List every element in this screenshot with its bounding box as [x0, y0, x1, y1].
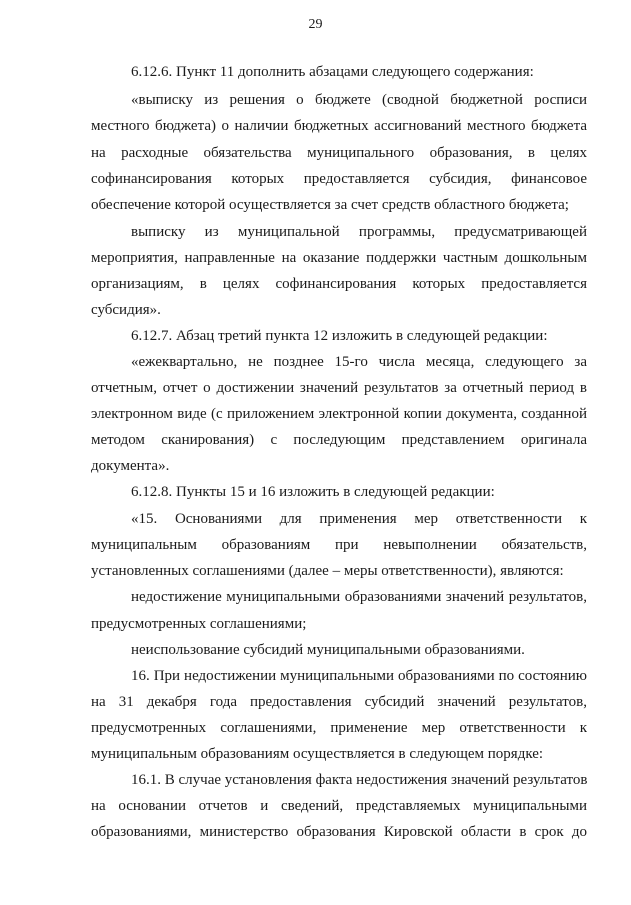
- text-line: 6.12.8. Пункты 15 и 16 изложить в следующей редакции:: [131, 484, 495, 500]
- page-number: 29: [308, 17, 323, 32]
- text-line: выписку из муниципальной программы, предусматривающей: [131, 224, 587, 240]
- text-line: на расходные обязательства муниципального образования, в целях: [91, 145, 587, 161]
- text-line: субсидия».: [91, 302, 161, 318]
- text-line: 16. При недостижении муниципальными образованиями по состоянию: [131, 668, 587, 684]
- text-line: установленных соглашениями (далее – меры ответственности), являются:: [91, 563, 564, 579]
- text-line: отчетным, отчет о достижении значений результатов за отчетный период в: [91, 380, 587, 396]
- text-line: неиспользование субсидий муниципальными образованиями.: [131, 642, 525, 658]
- text-line: недостижение муниципальными образованиями значений результатов,: [131, 589, 587, 605]
- text-line: софинансирования которых предоставляется субсидия, финансовое: [91, 171, 587, 187]
- text-line: предусмотренных соглашениями, применение мер ответственности к: [91, 720, 587, 736]
- text-line: электронном виде (с приложением электронной копии документа, созданной: [91, 406, 587, 422]
- text-line: образованиями, министерство образования Кировской области в срок до: [91, 824, 587, 840]
- text-line: документа».: [91, 458, 170, 474]
- text-line: местного бюджета) о наличии бюджетных ассигнований местного бюджета: [91, 118, 587, 134]
- text-line: обеспечение которой осуществляется за счет средств областного бюджета;: [91, 197, 569, 213]
- text-line: «ежеквартально, не позднее 15-го числа месяца, следующего за: [131, 354, 587, 370]
- text-line: на 31 декабря года предоставления субсидий значений результатов,: [91, 694, 587, 710]
- text-line: мероприятия, направленные на оказание поддержки частным дошкольным: [91, 250, 587, 266]
- text-line: «15. Основаниями для применения мер ответственности к: [131, 511, 587, 527]
- text-line: 6.12.6. Пункт 11 дополнить абзацами следующего содержания:: [131, 64, 534, 80]
- text-line: муниципальным образованиям осуществляется в следующем порядке:: [91, 746, 544, 762]
- text-line: на основании отчетов и сведений, представляемых муниципальными: [91, 798, 587, 814]
- text-line: организациям, в целях софинансирования которых предоставляется: [91, 276, 587, 292]
- text-line: «выписку из решения о бюджете (сводной бюджетной росписи: [131, 92, 587, 108]
- text-line: муниципальным образованиям при невыполнении обязательств,: [91, 537, 587, 553]
- text-line: 6.12.7. Абзац третий пункта 12 изложить в следующей редакции:: [131, 328, 548, 344]
- text-line: 16.1. В случае установления факта недостижения значений результатов: [131, 772, 587, 788]
- text-line: предусмотренных соглашениями;: [91, 616, 307, 632]
- text-line: методом сканирования) с последующим представлением оригинала: [91, 432, 587, 448]
